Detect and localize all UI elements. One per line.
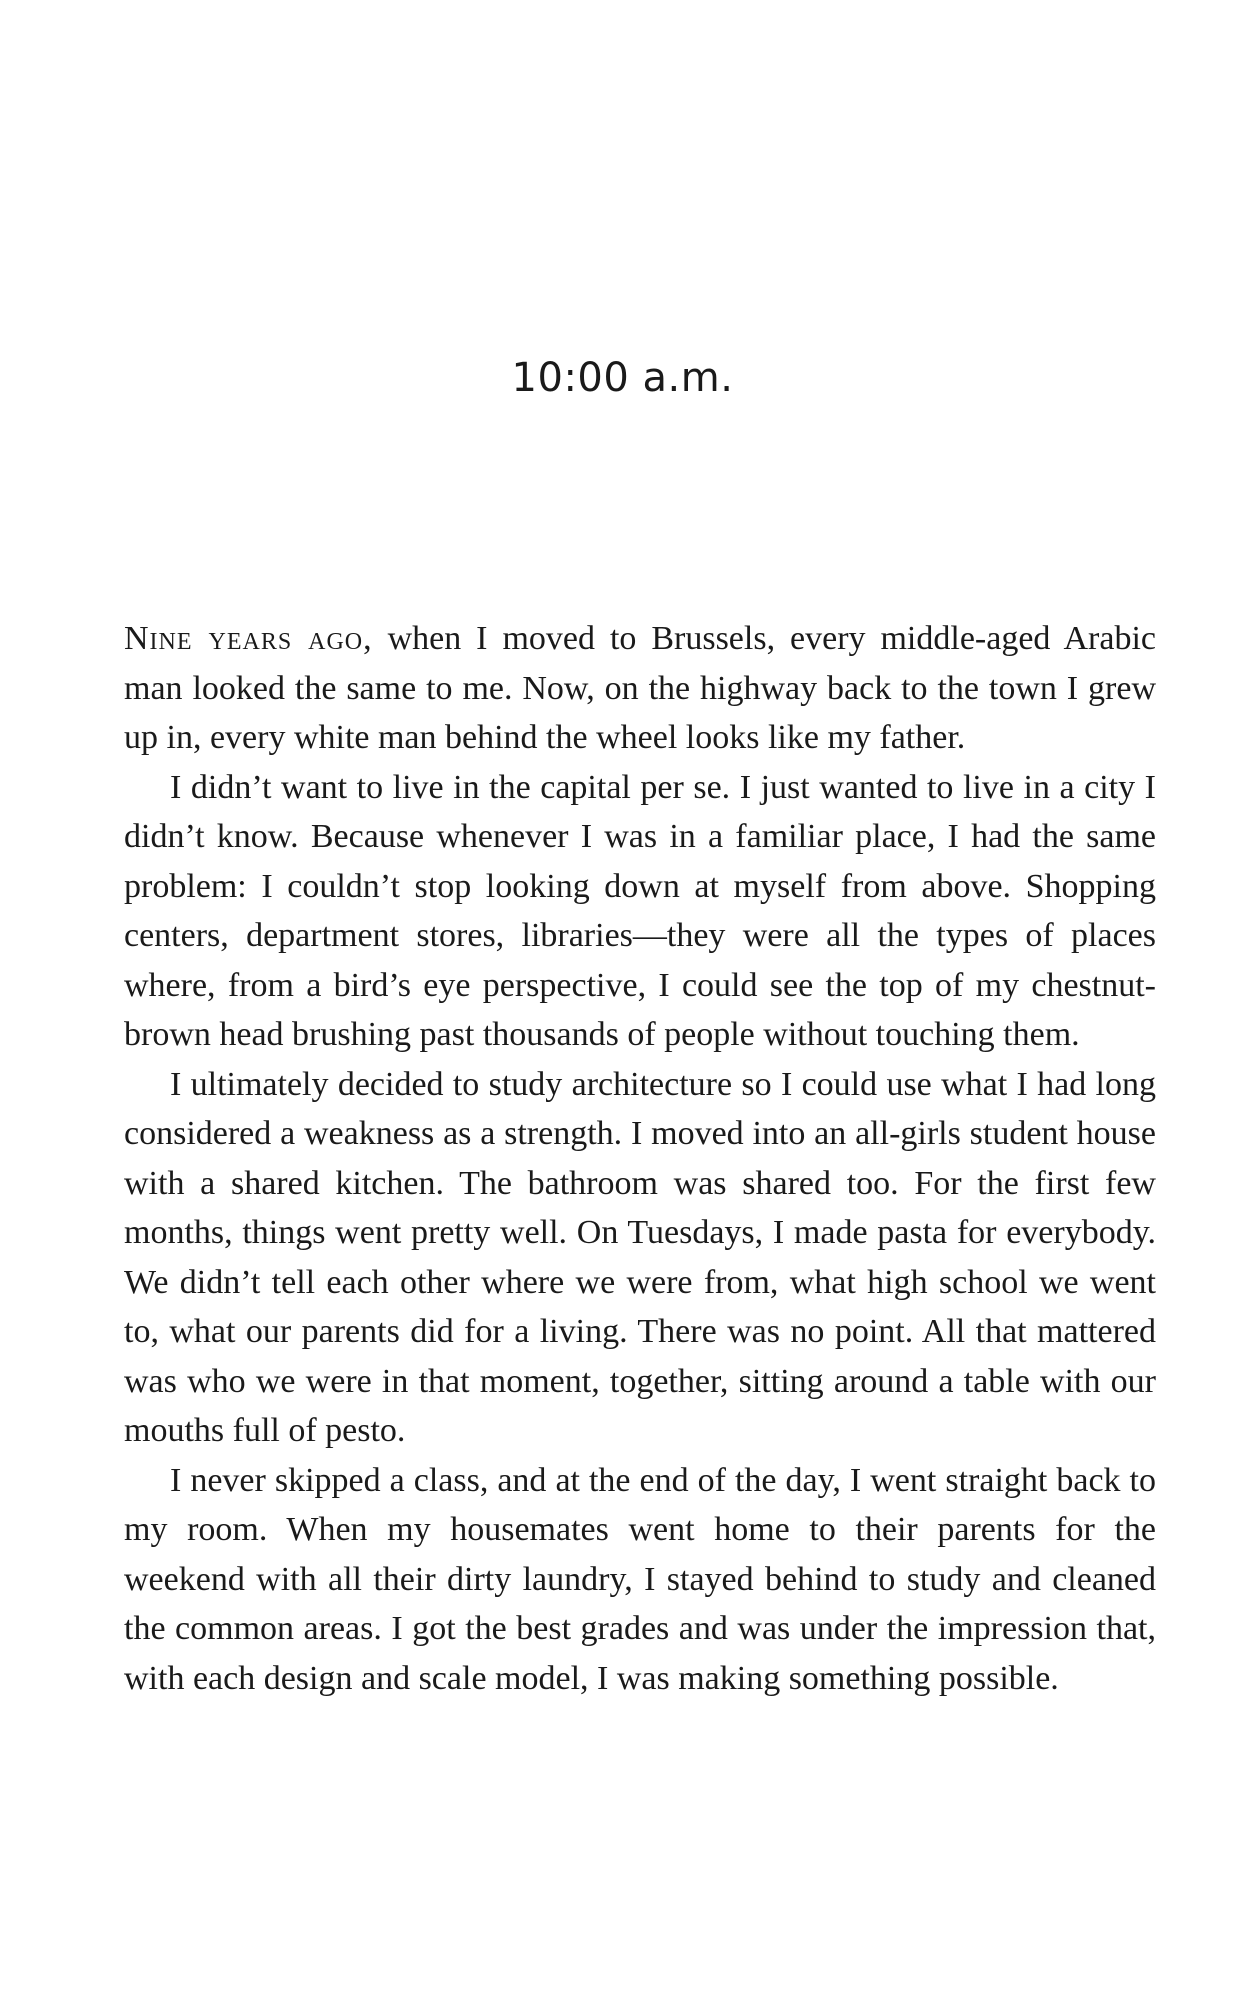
- paragraph-4: I never skipped a class, and at the end of the day, I went straight back to my room. When my housemates went home to their parents for the weekend with all their dirty laundry, I stayed behind to study and cleaned the common areas. I got the best grades and was under the impression that, with each design and scale model, I was making something possible.: [124, 1461, 1156, 1697]
- paragraph-2: I didn’t want to live in the capital per se. I just wanted to live in a city I didn’t know. Because whenever I was in a familiar place, I had the same problem: I couldn’t stop looking down at myself from above. Shopping centers, department stores, libraries—they were all the types of places where, from a bird’s eye perspective, I could see the top of my chestnut-brown head brushing past thousands of people without touching them.: [124, 768, 1156, 1053]
- body-text: [124, 614, 1156, 1703]
- paragraph-1: [124, 614, 1156, 763]
- chapter-title: 10:00 a.m.: [511, 355, 734, 401]
- paragraph-1-text: when I moved to Brussels, every middle-aged Arabic man looked the same to me. Now, on the highway back to the town I grew up in, every white man behind the wheel looks like my father.: [124, 620, 1156, 756]
- paragraph-3: I ultimately decided to study architecture so I could use what I had long considered a weakness as a strength. I moved into an all-girls student house with a shared kitchen. The bathroom was shared too. For the first few months, things went pretty well. On Tuesdays, I made pasta for everybody. We didn’t tell each other where we were from, what high school we went to, what our parents did for a living. There was no point. All that mattered was who we were in that moment, together, sitting around a table with our mouths full of pesto.: [124, 1065, 1156, 1449]
- paragraph-lead-smallcaps: Nine years ago,: [124, 620, 373, 657]
